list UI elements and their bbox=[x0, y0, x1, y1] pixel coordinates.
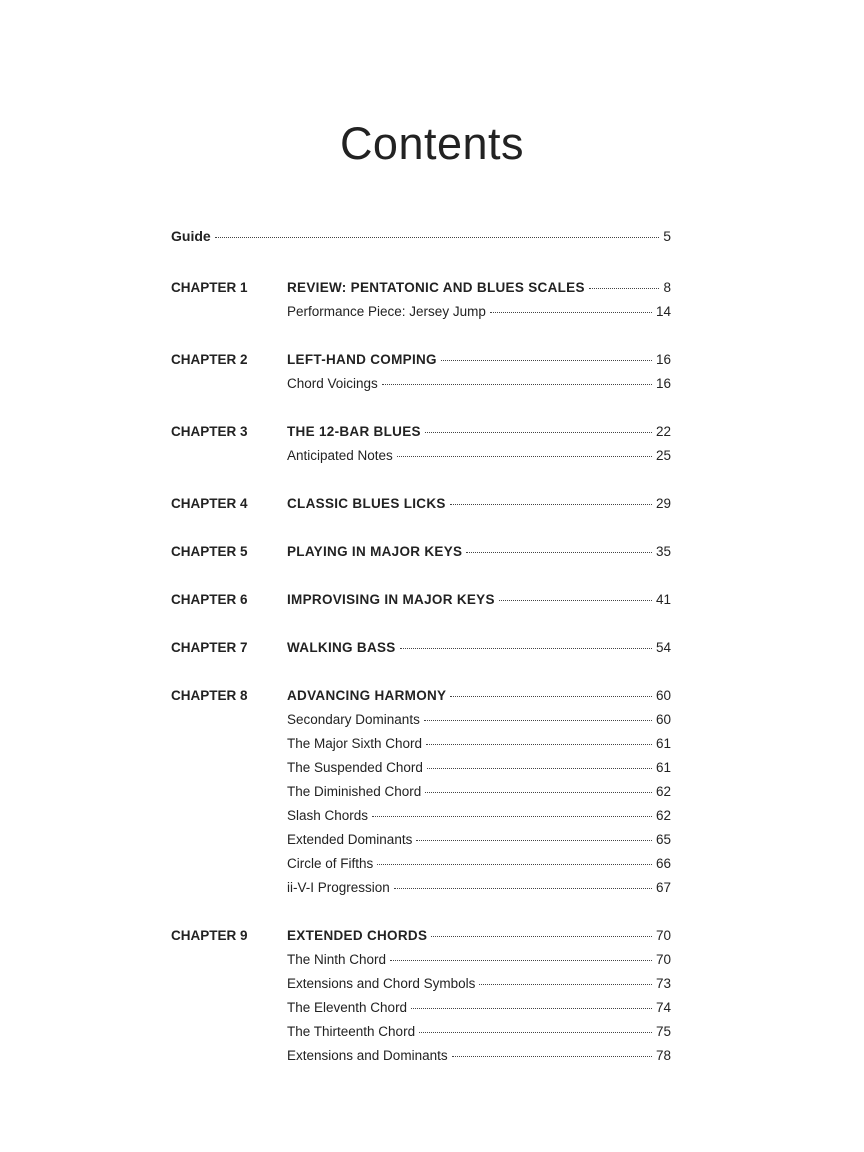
entry-page-number: 61 bbox=[655, 736, 671, 751]
chapter-label: CHAPTER 1 bbox=[171, 280, 248, 295]
toc-section-entry[interactable] bbox=[287, 996, 671, 1020]
dot-leader bbox=[452, 1056, 652, 1057]
dot-leader bbox=[424, 720, 652, 721]
entry-page-number: 66 bbox=[655, 856, 671, 871]
entry-title: ADVANCING HARMONY bbox=[287, 688, 447, 703]
chapter-label: CHAPTER 6 bbox=[171, 592, 248, 607]
entry-page-number: 62 bbox=[655, 784, 671, 799]
toc-section-entry[interactable] bbox=[287, 852, 671, 876]
toc-chapter-3 bbox=[171, 420, 671, 468]
entry-title: The Ninth Chord bbox=[287, 952, 387, 967]
chapter-label: CHAPTER 5 bbox=[171, 544, 248, 559]
toc-chapter-5 bbox=[171, 540, 671, 564]
toc-chapter-title-entry[interactable] bbox=[287, 276, 671, 300]
toc-section-entry[interactable] bbox=[287, 732, 671, 756]
page-title: Contents bbox=[339, 118, 525, 169]
entry-page-number: 75 bbox=[655, 1024, 671, 1039]
chapter-label: CHAPTER 3 bbox=[171, 424, 248, 439]
entry-title: Chord Voicings bbox=[287, 376, 378, 391]
dot-leader bbox=[416, 840, 652, 841]
dot-leader bbox=[425, 792, 652, 793]
entry-title: Secondary Dominants bbox=[287, 712, 420, 727]
toc-section-entry[interactable] bbox=[287, 756, 671, 780]
entry-title: Performance Piece: Jersey Jump bbox=[287, 304, 486, 319]
chapter-label: CHAPTER 7 bbox=[171, 640, 248, 655]
toc-chapter-title-entry[interactable] bbox=[287, 588, 671, 612]
dot-leader bbox=[450, 696, 652, 697]
dot-leader bbox=[499, 600, 652, 601]
toc-section-entry[interactable] bbox=[287, 372, 671, 396]
entry-page-number: 70 bbox=[655, 952, 671, 967]
dot-leader bbox=[397, 456, 652, 457]
chapter-entries bbox=[287, 492, 671, 516]
entry-title: IMPROVISING IN MAJOR KEYS bbox=[287, 592, 495, 607]
dot-leader bbox=[377, 864, 652, 865]
entry-page-number: 65 bbox=[655, 832, 671, 847]
dot-leader bbox=[372, 816, 652, 817]
toc-chapter-title-entry[interactable] bbox=[287, 684, 671, 708]
entry-page-number: 22 bbox=[655, 424, 671, 439]
chapter-label: CHAPTER 9 bbox=[171, 928, 248, 943]
toc-chapter-title-entry[interactable] bbox=[287, 540, 671, 564]
entry-title: WALKING BASS bbox=[287, 640, 396, 655]
toc-section-entry[interactable] bbox=[287, 300, 671, 324]
toc-guide-label: Guide bbox=[171, 228, 211, 244]
toc-section-entry[interactable] bbox=[287, 1044, 671, 1068]
entry-title: REVIEW: PENTATONIC AND BLUES SCALES bbox=[287, 280, 585, 295]
entry-page-number: 25 bbox=[655, 448, 671, 463]
dot-leader bbox=[427, 768, 652, 769]
entry-page-number: 74 bbox=[655, 1000, 671, 1015]
entry-page-number: 61 bbox=[655, 760, 671, 775]
entry-title: LEFT-HAND COMPING bbox=[287, 352, 437, 367]
dot-leader bbox=[589, 288, 660, 289]
entry-title: The Diminished Chord bbox=[287, 784, 422, 799]
toc-chapter-title-entry[interactable] bbox=[287, 420, 671, 444]
entry-page-number: 60 bbox=[655, 712, 671, 727]
entry-title: Anticipated Notes bbox=[287, 448, 393, 463]
toc-chapter-title-entry[interactable] bbox=[287, 924, 671, 948]
dot-leader bbox=[426, 744, 652, 745]
chapter-entries bbox=[287, 588, 671, 612]
dot-leader bbox=[425, 432, 652, 433]
dot-leader bbox=[450, 504, 652, 505]
toc-chapter-4 bbox=[171, 492, 671, 516]
entry-page-number: 8 bbox=[663, 280, 671, 295]
entry-title: EXTENDED CHORDS bbox=[287, 928, 428, 943]
toc-section-entry[interactable] bbox=[287, 804, 671, 828]
entry-page-number: 70 bbox=[655, 928, 671, 943]
toc-guide-row[interactable] bbox=[171, 228, 671, 252]
chapter-label: CHAPTER 8 bbox=[171, 688, 248, 703]
table-of-contents bbox=[171, 228, 671, 1068]
toc-section-entry[interactable] bbox=[287, 780, 671, 804]
entry-title: Extensions and Chord Symbols bbox=[287, 976, 476, 991]
entry-title: The Suspended Chord bbox=[287, 760, 423, 775]
dot-leader bbox=[215, 237, 660, 238]
toc-section-entry[interactable] bbox=[287, 708, 671, 732]
entry-page-number: 67 bbox=[655, 880, 671, 895]
toc-chapter-6 bbox=[171, 588, 671, 612]
dot-leader bbox=[394, 888, 652, 889]
dot-leader bbox=[400, 648, 652, 649]
toc-chapter-2 bbox=[171, 348, 671, 396]
chapter-entries bbox=[287, 540, 671, 564]
dot-leader bbox=[490, 312, 652, 313]
entry-page-number: 60 bbox=[655, 688, 671, 703]
entry-title: Slash Chords bbox=[287, 808, 369, 823]
toc-chapter-title-entry[interactable] bbox=[287, 636, 671, 660]
dot-leader bbox=[390, 960, 652, 961]
toc-chapter-title-entry[interactable] bbox=[287, 348, 671, 372]
toc-guide-page: 5 bbox=[663, 228, 671, 244]
toc-section-entry[interactable] bbox=[287, 948, 671, 972]
toc-chapter-title-entry[interactable] bbox=[287, 492, 671, 516]
toc-section-entry[interactable] bbox=[287, 972, 671, 996]
entry-page-number: 41 bbox=[655, 592, 671, 607]
entry-title: The Eleventh Chord bbox=[287, 1000, 408, 1015]
chapter-entries bbox=[287, 636, 671, 660]
chapter-entries bbox=[287, 684, 671, 900]
dot-leader bbox=[411, 1008, 652, 1009]
entry-page-number: 16 bbox=[655, 376, 671, 391]
toc-section-entry[interactable] bbox=[287, 444, 671, 468]
entry-title: Extended Dominants bbox=[287, 832, 413, 847]
entry-title: ii-V-I Progression bbox=[287, 880, 390, 895]
toc-section-entry[interactable] bbox=[287, 876, 671, 900]
dot-leader bbox=[419, 1032, 652, 1033]
entry-page-number: 62 bbox=[655, 808, 671, 823]
entry-page-number: 16 bbox=[655, 352, 671, 367]
entry-page-number: 78 bbox=[655, 1048, 671, 1063]
entry-title: CLASSIC BLUES LICKS bbox=[287, 496, 446, 511]
entry-page-number: 73 bbox=[655, 976, 671, 991]
entry-page-number: 29 bbox=[655, 496, 671, 511]
chapter-entries bbox=[287, 276, 671, 324]
toc-chapter-1 bbox=[171, 276, 671, 324]
dot-leader bbox=[431, 936, 652, 937]
entry-page-number: 14 bbox=[655, 304, 671, 319]
toc-chapter-7 bbox=[171, 636, 671, 660]
entry-title: THE 12-BAR BLUES bbox=[287, 424, 421, 439]
entry-page-number: 35 bbox=[655, 544, 671, 559]
dot-leader bbox=[479, 984, 652, 985]
entry-title: The Thirteenth Chord bbox=[287, 1024, 416, 1039]
chapter-label: CHAPTER 2 bbox=[171, 352, 248, 367]
entry-title: Extensions and Dominants bbox=[287, 1048, 448, 1063]
toc-chapter-9 bbox=[171, 924, 671, 1068]
chapter-label: CHAPTER 4 bbox=[171, 496, 248, 511]
chapter-entries bbox=[287, 348, 671, 396]
entry-title: The Major Sixth Chord bbox=[287, 736, 423, 751]
dot-leader bbox=[441, 360, 652, 361]
toc-section-entry[interactable] bbox=[287, 828, 671, 852]
entry-page-number: 54 bbox=[655, 640, 671, 655]
toc-chapter-8 bbox=[171, 684, 671, 900]
chapter-entries bbox=[287, 924, 671, 1068]
chapter-entries bbox=[287, 420, 671, 468]
entry-title: PLAYING IN MAJOR KEYS bbox=[287, 544, 463, 559]
toc-section-entry[interactable] bbox=[287, 1020, 671, 1044]
dot-leader bbox=[466, 552, 652, 553]
entry-title: Circle of Fifths bbox=[287, 856, 374, 871]
dot-leader bbox=[382, 384, 652, 385]
